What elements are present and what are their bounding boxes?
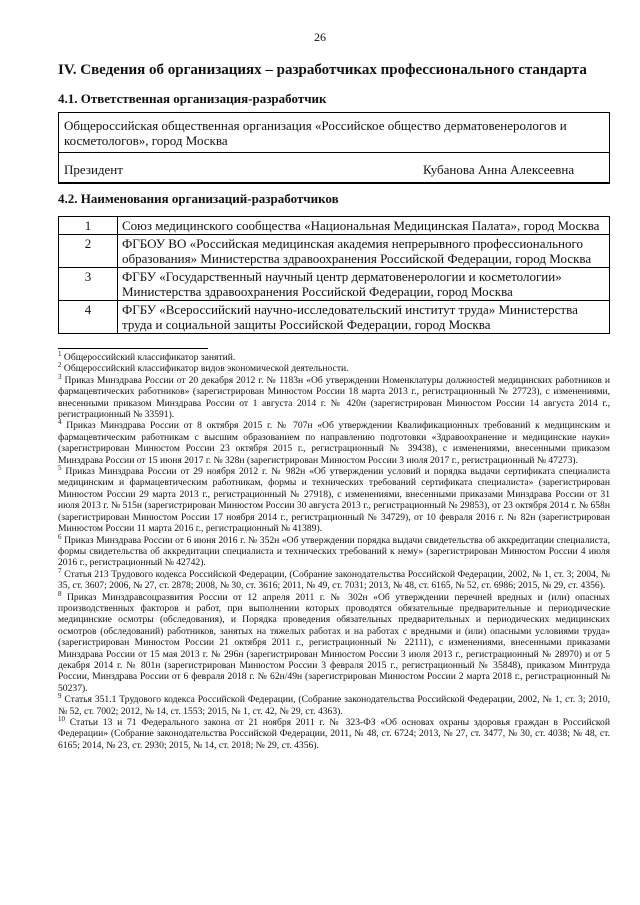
- signature-line: [59, 182, 609, 183]
- signatory-row: [59, 153, 609, 183]
- footnote-mark: 4: [58, 418, 62, 427]
- developer-orgs-table: [58, 216, 610, 334]
- footnote: [58, 714, 610, 751]
- org-name-cell: ФГБОУ ВО «Российская медицинская академия непрерывного профессионального образования» Министерства здравоохранения Российской Федерации, город Москва: [118, 235, 610, 268]
- signatory-name: Кубанова Анна Алексеевна: [423, 162, 575, 177]
- org-name-cell: ФГБУ «Государственный научный центр дерматовенерологии и косметологии» Министерства здравоохранения Российской Федерации, город Москва: [118, 268, 610, 301]
- footnote: [58, 349, 610, 363]
- developer-orgs-heading: 4.2. Наименования организаций-разработчиков: [58, 191, 339, 206]
- page-number: 26: [314, 30, 326, 44]
- table-row: [59, 217, 610, 235]
- row-number: 2: [59, 235, 118, 268]
- responsible-org-name: Общероссийская общественная организация «Российское общество дерматовенерологов и косметологов», город Москва: [59, 113, 609, 153]
- footnote-separator: [58, 348, 208, 349]
- footnote-text: Статья 351.1 Трудового кодекса Российской Федерации, (Собрание законодательства Российской Федерации, 2002, № 1, ст. 3; 2010, № 52, ст. 7002; 2012, № 14, ст. 1553; 2015, № 1, ст. 42, № 29, ст. 4363).: [58, 694, 610, 717]
- row-number: 1: [59, 217, 118, 235]
- footnote-mark: 6: [58, 532, 62, 541]
- footnote-mark: 7: [58, 566, 62, 575]
- responsible-org-box: [58, 112, 610, 184]
- footnote-mark: 10: [58, 714, 65, 723]
- table-row: [59, 235, 610, 268]
- footnote-text: Приказ Минздрава России от 6 июня 2016 г. № 352н «Об утверждении порядка выдачи свидетельства об аккредитации специалиста, формы свидетельства об аккредитации специалиста и технических требований к нему» (зарегистрирован Минюстом России 4 июля 2016 г., регистрационный № 42742).: [58, 534, 610, 569]
- footnote-text: Приказ Минздрава России от 29 ноября 2012 г. № 982н «Об утверждении условий и порядка выдачи сертификата специалиста медицинским и фармацевтическим работникам, формы и технических требований сертификата специалиста» (зарегистрирован Минюстом России 29 марта 2013 г., регистрационный № 27918), с изменениями, внесенными приказами Минздрава России от 31 июля 2013 г. № 515н (зарегистрирован Минюстом России 30 августа 2013 г., регистрационный № 29853), от 23 октября 2014 г. № 658н (зарегистрирован Минюстом России 17 ноября 2014 г., регистрационный № 34729), от 10 февраля 2016 г. № 82н (зарегистрирован Минюстом России 11 марта 2016 г., регистрационный № 41389).: [58, 466, 611, 535]
- footnote-text: Статья 213 Трудового кодекса Российской Федерации, (Собрание законодательства Российской Федерации, 2002, № 1, ст. 3; 2004, № 35, ст. 3607; 2006, № 27, ст. 2878; 2008, № 30, ст. 3616; 2011, № 49, ст. 7031; 2013, № 48, ст. 6165, № 52, ст. 6986; 2015, № 29, ст. 4356).: [58, 568, 610, 592]
- footnote-text: Приказ Минздравсоцразвития России от 12 апреля 2011 г. № 302н «Об утверждении перечней вредных и (или) опасных производственных факторов и работ, при выполнении которых проводятся обязательные предварительные и периодические медицинские осмотры (обследования), и Порядка проведения обязательных предварительных и периодических медицинских осмотров (обследований) работников, занятых на тяжелых работах и на работах с вредными и (или) опасными условиями труда» (зарегистрирован Минюстом России 21 октября 2011 г., регистрационный № 22111), с изменениями, внесенными приказами Минздрава России от 15 мая 2013 г. № 296н (зарегистрирован Минюстом России 3 июля 2013 г., регистрационный № 28970) и от 5 декабря 2014 г. № 801н (зарегистрирован Минюстом России 3 февраля 2015 г., регистрационный № 35848), приказом Минтруда России, Минздрава России от 6 февраля 2018 г. № 62н/49н (зарегистрирован Минюстом России 2 марта 2018 г., регистрационный № 50237).: [58, 591, 610, 694]
- footnotes: [58, 349, 611, 751]
- footnote-text: Приказ Минздрава России от 20 декабря 2012 г. № 1183н «Об утверждении Номенклатуры должностей медицинских работников и фармацевтических работников» (зарегистрирован Минюстом России 18 марта 2013 г., регистрационный № 27723), с изменениями, внесенными приказом Минздрава России от 1 августа 2014 г. № 420н (зарегистрирован Минюстом России 14 августа 2014 г., регистрационный № 33591).: [58, 374, 611, 421]
- footnote-mark: 9: [58, 692, 62, 700]
- footnote: [58, 363, 610, 374]
- footnote-mark: 8: [58, 589, 62, 598]
- footnote: [58, 372, 611, 421]
- org-name-cell: ФГБУ «Всероссийский научно-исследовательский институт труда» Министерства труда и социальной защиты Российской Федерации, город Москва: [118, 301, 610, 334]
- footnote-text: Статьи 13 и 71 Федерального закона от 21 ноября 2011 г. № 323-ФЗ «Об основах охраны здоровья граждан в Российской Федерации» (Собрание законодательства Российской Федерации, 2011, № 48, ст. 6724; 2013, № 27, ст. 3477, № 30, ст. 4038; № 48, ст. 6165; 2014, № 23, ст. 2930; 2015, № 14, ст. 2018; № 29, ст. 4356).: [58, 717, 610, 751]
- org-name-cell: Союз медицинского сообщества «Национальная Медицинская Палата», город Москва: [118, 217, 610, 235]
- row-number: 3: [59, 268, 118, 301]
- footnote: [58, 420, 610, 466]
- table-row: [59, 301, 610, 334]
- footnote: [58, 532, 610, 569]
- footnote-mark: 3: [58, 372, 62, 381]
- footnote: [58, 589, 610, 695]
- footnote-text: Приказ Минздрава России от 8 октября 2015 г. № 707н «Об утверждении Квалификационных требований к медицинским и фармацевтическим работникам с высшим образованием по направлению подготовки «Здравоохранение и медицинские науки» (зарегистрирован Минюстом России 23 октября 2015 г., регистрационный № 39438), с изменениями, внесенными приказом Минздрава России от 15 июня 2017 г. № 328н (зарегистрирован Минюстом России 3 июля 2017 г., регистрационный № 47273).: [58, 420, 610, 466]
- footnote-text: Общероссийский классификатор видов экономической деятельности.: [63, 363, 349, 375]
- footnote-text: Общероссийский классификатор занятий.: [63, 352, 236, 363]
- table-row: [59, 268, 610, 301]
- footnote: [58, 694, 610, 717]
- footnote: [58, 463, 611, 535]
- footnote-mark: 2: [58, 361, 62, 370]
- footnote: [58, 566, 610, 592]
- section-title: IV. Сведения об организациях – разработчиках профессионального стандарта: [58, 62, 587, 78]
- signatory-position: Президент: [64, 162, 123, 177]
- row-number: 4: [59, 301, 118, 334]
- footnote-mark: 5: [58, 463, 62, 472]
- footnote-mark: 1: [58, 349, 62, 358]
- responsible-org-heading: 4.1. Ответственная организация-разработчик: [58, 91, 327, 106]
